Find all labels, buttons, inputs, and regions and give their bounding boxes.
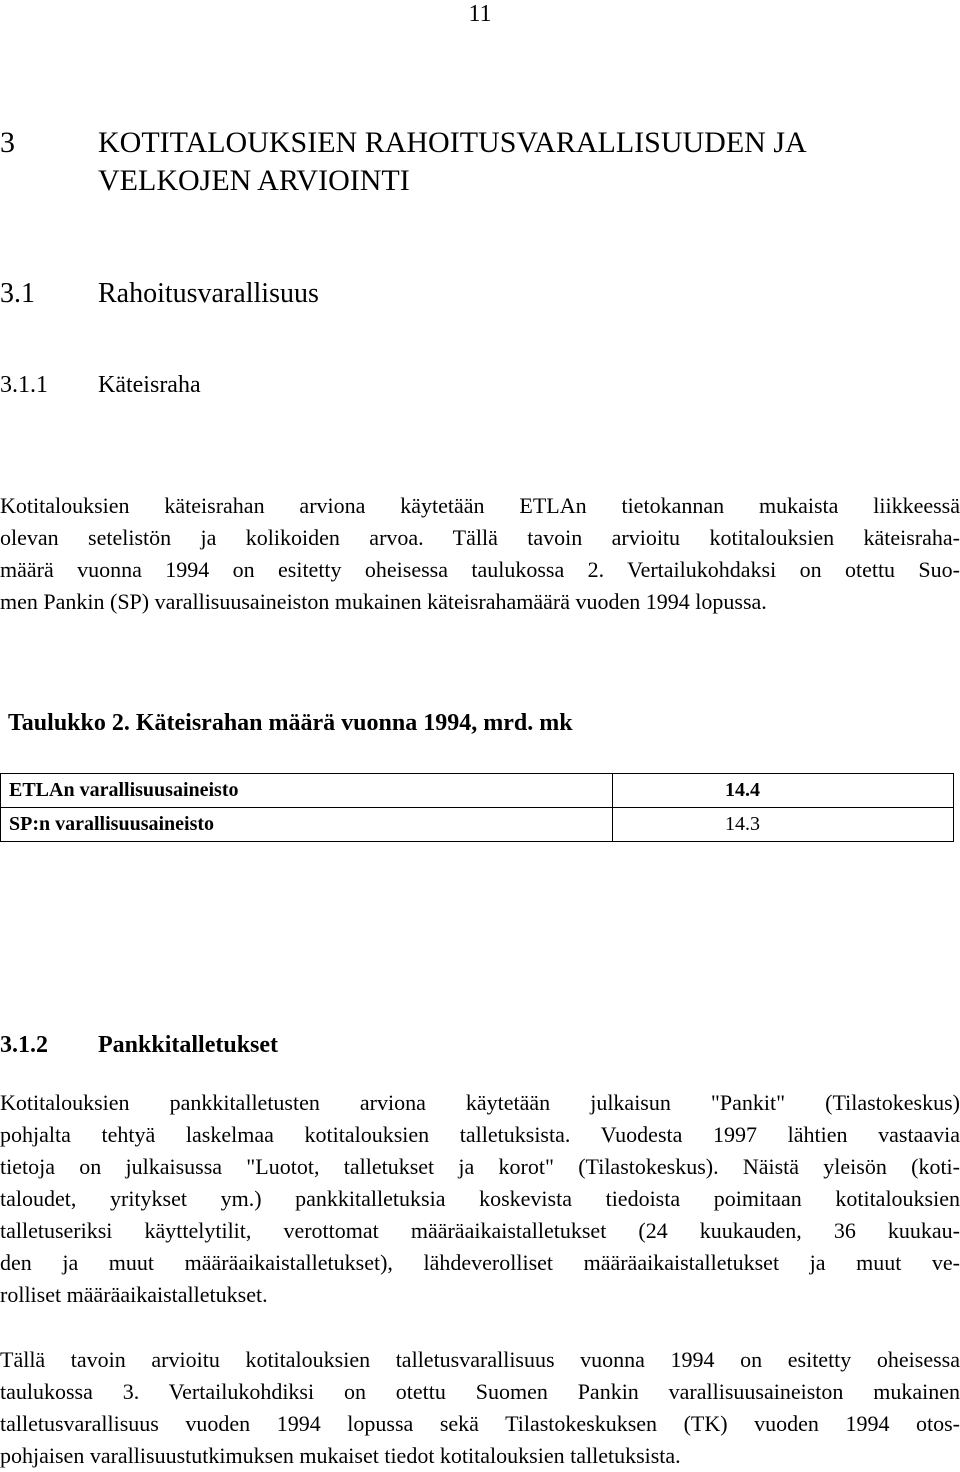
paragraph-line: olevan setelistön ja kolikoiden arvoa. Tällä tavoin arvioitu kotitalouksien käteisraha- — [0, 525, 960, 550]
chapter-title — [98, 124, 958, 200]
paragraph-line: talletuseriksi käyttelytilit, verottomat määräaikaistalletukset (24 kuukauden, 36 kuukau- — [0, 1218, 960, 1243]
paragraph-line: taloudet, yritykset ym.) pankkitalletuksia koskevista tiedoista poimitaan kotitalouksien — [0, 1186, 960, 1211]
paragraph-line: tietoja on julkaisussa "Luotot, talletukset ja korot" (Tilastokeskus). Näistä yleisön (koti- — [0, 1154, 960, 1179]
paragraph-pankkitalletukset-1 — [0, 1087, 960, 1311]
chapter-title-line2: VELKOJEN ARVIOINTI — [98, 164, 410, 197]
chapter-number: 3 — [0, 126, 15, 159]
paragraph-line: talletusvarallisuus vuoden 1994 lopussa sekä Tilastokeskuksen (TK) vuoden 1994 otos- — [0, 1411, 960, 1436]
table-caption: Taulukko 2. Käteisrahan määrä vuonna 1994, mrd. mk — [8, 710, 573, 736]
paragraph-line: Kotitalouksien pankkitalletusten arviona käytetään julkaisun "Pankit" (Tilastokeskus) — [0, 1090, 960, 1115]
section-title: Rahoitusvarallisuus — [98, 278, 319, 309]
subsection-title: Pankkitalletukset — [98, 1032, 279, 1058]
page-number: 11 — [468, 1, 492, 27]
paragraph-pankkitalletukset-2 — [0, 1344, 960, 1472]
paragraph-line: Tällä tavoin arvioitu kotitalouksien talletusvarallisuus vuonna 1994 on esitetty oheisessa — [0, 1347, 960, 1372]
table-cell-value: 14.4 — [613, 774, 954, 808]
chapter-title-line1: KOTITALOUKSIEN RAHOITUSVARALLISUUDEN JA — [98, 126, 807, 159]
paragraph-line: pohjaisen varallisuustutkimuksen mukaiset tiedot kotitalouksien talletuksista. — [0, 1443, 681, 1468]
paragraph-line: pohjalta tehtyä laskelmaa kotitalouksien talletuksista. Vuodesta 1997 lähtien vastaavia — [0, 1122, 960, 1147]
table-row — [1, 774, 954, 808]
table-cell-label: ETLAn varallisuusaineisto — [1, 774, 613, 808]
table-row — [1, 808, 954, 842]
subsection-number: 3.1.2 — [0, 1032, 48, 1058]
paragraph-line: den ja muut määräaikaistalletukset), lähdeverolliset määräaikaistalletukset ja muut ve- — [0, 1250, 960, 1275]
paragraph-line: men Pankin (SP) varallisuusaineiston mukainen käteisrahamäärä vuoden 1994 lopussa. — [0, 589, 767, 614]
section-number: 3.1 — [0, 278, 35, 309]
subsection-title: Käteisraha — [98, 372, 201, 398]
paragraph-line: Kotitalouksien käteisrahan arviona käytetään ETLAn tietokannan mukaista liikkeessä — [0, 493, 960, 518]
paragraph-line: rolliset määräaikaistalletukset. — [0, 1282, 268, 1307]
paragraph-line: taulukossa 3. Vertailukohdiksi on otettu Suomen Pankin varallisuusaineiston mukainen — [0, 1379, 960, 1404]
paragraph-line: määrä vuonna 1994 on esitetty oheisessa taulukossa 2. Vertailukohdaksi on otettu Suo- — [0, 557, 960, 582]
cash-table — [0, 773, 954, 842]
table-cell-label: SP:n varallisuusaineisto — [1, 808, 613, 842]
table-cell-value: 14.3 — [613, 808, 954, 842]
paragraph-kateisraha — [0, 490, 960, 618]
subsection-number: 3.1.1 — [0, 372, 48, 398]
